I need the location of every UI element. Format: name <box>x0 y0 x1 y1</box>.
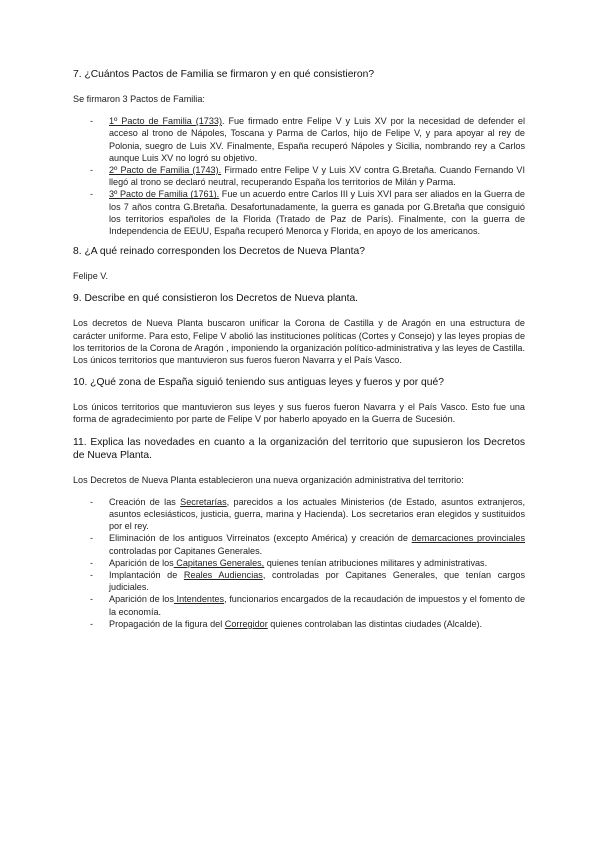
question-11: 11. Explica las novedades en cuanto a la organización del territorio que supusieron los Decretos de Nueva Planta. <box>73 436 525 461</box>
organization-list <box>73 496 525 630</box>
pact-text: Firmado entre Felipe V y Luis XV contra G.Bretaña. Cuando Fernando VI llegó al trono se declaró neutral, recuperando España los territorios de Milán y Parma. <box>109 165 526 188</box>
list-item <box>73 188 525 237</box>
list-item <box>73 557 525 569</box>
answer-7-intro: Se firmaron 3 Pactos de Familia: <box>73 94 205 104</box>
pact-title: 3º Pacto de Familia (1761). <box>109 189 220 200</box>
item-term: Corregidor <box>224 618 268 629</box>
answer-10: Los únicos territorios que mantuvieron sus leyes y sus fueros fueron Navarra y el País Vasco. Esto fue una forma de agradecimiento por parte de Felipe V por haberlo apoyado en la Guerra de Sucesión. <box>73 402 525 425</box>
list-item <box>73 115 525 164</box>
question-7: 7. ¿Cuántos Pactos de Familia se firmaron y en qué consistieron? <box>73 69 375 80</box>
list-item <box>73 593 525 617</box>
list-item <box>73 618 525 630</box>
item-term: Reales Audiencias <box>183 570 263 581</box>
list-item <box>73 532 525 556</box>
pact-title: 2º Pacto de Familia (1743). <box>109 165 222 176</box>
item-term: Capitanes Generales, <box>173 557 265 568</box>
question-9: 9. Describe en qué consistieron los Decretos de Nueva planta. <box>73 293 359 305</box>
list-item <box>73 164 525 188</box>
item-text: Implantación de <box>109 570 184 581</box>
item-text: Aparición de los <box>109 557 174 568</box>
item-text: Eliminación de los antiguos Virreinatos (excepto América) y creación de <box>109 533 412 544</box>
item-term: Secretarías <box>180 496 227 507</box>
item-text: , controladas por Capitanes Generales, que tenían cargos judiciales. <box>109 570 525 593</box>
question-10: 10. ¿Qué zona de España siguió teniendo sus antiguas leyes y fueros y por qué? <box>73 377 444 389</box>
list-item <box>73 569 525 593</box>
list-item <box>73 496 525 533</box>
pact-title: 1º Pacto de Familia (1733) <box>109 116 222 127</box>
item-term: demarcaciones provinciales <box>411 533 525 544</box>
answer-11-intro: Los Decretos de Nueva Planta establecieron una nueva organización administrativa del territorio: <box>73 474 464 485</box>
document-page <box>73 68 525 638</box>
item-term: Intendentes <box>173 594 225 605</box>
answer-9: Los decretos de Nueva Planta buscaron unificar la Corona de Castilla y de Aragón en una estructura de carácter uniforme. Para esto, Felipe V abolió las instituciones políticas (Cortes y Consejo) y las leyes propias de los territorios de la Corona de Aragón , imponiendo la organización político-administrativa y las leyes de Castilla. Los únicos territorios que mantuvieron sus fueros fueron Navarra y el País Vasco. <box>73 318 525 366</box>
pact-text: . Fue firmado entre Felipe V y Luis XV por la necesidad de defender el acceso al trono de Nápoles, Toscana y Parma de Carlos, hijo de Felipe V, y para apoyar al rey de Polonia, suegro de Luis XV. Finalmente, España recuperó Nápoles y Sicilia, nombrando rey a Carlos aunque Luis XV no logró su objetivo. <box>109 116 525 163</box>
item-text: , funcionarios encargados de la recaudación de impuestos y el fomento de la economía. <box>109 594 525 617</box>
item-text: , parecidos a los actuales Ministerios (de Estado, asuntos extranjeros, asuntos eclesiásticos, justicia, guerra, marina y Hacienda). Los secretarios eran elegidos y sustituidos por el rey. <box>109 496 525 532</box>
pacts-list <box>73 115 525 237</box>
item-text: quienes controlaban las distintas ciudades (Alcalde). <box>267 618 483 629</box>
answer-8: Felipe V. <box>73 271 109 282</box>
pact-text: Fue un acuerdo entre Carlos III y Luis XVI para ser aliados en la Guerra de los 7 años contra G.Bretaña. Desafortunadamente, la guerra es ganada por G.Bretaña que consiguió los territorios españoles de la Florida (Tratado de Paz de París). Finalmente, con la guerra de Independencia de EEUU, España recuperó Menorca y Florida, en apoyo de los americanos. <box>109 189 525 237</box>
item-text: Aparición de los <box>109 594 174 605</box>
item-text: controladas por Capitanes Generales. <box>109 545 263 556</box>
question-8: 8. ¿A qué reinado corresponden los Decretos de Nueva Planta? <box>73 246 365 258</box>
item-text: Creación de las <box>109 496 181 507</box>
item-text: Propagación de la figura del <box>109 618 225 629</box>
item-text: quienes tenían atribuciones militares y administrativas. <box>264 557 488 568</box>
